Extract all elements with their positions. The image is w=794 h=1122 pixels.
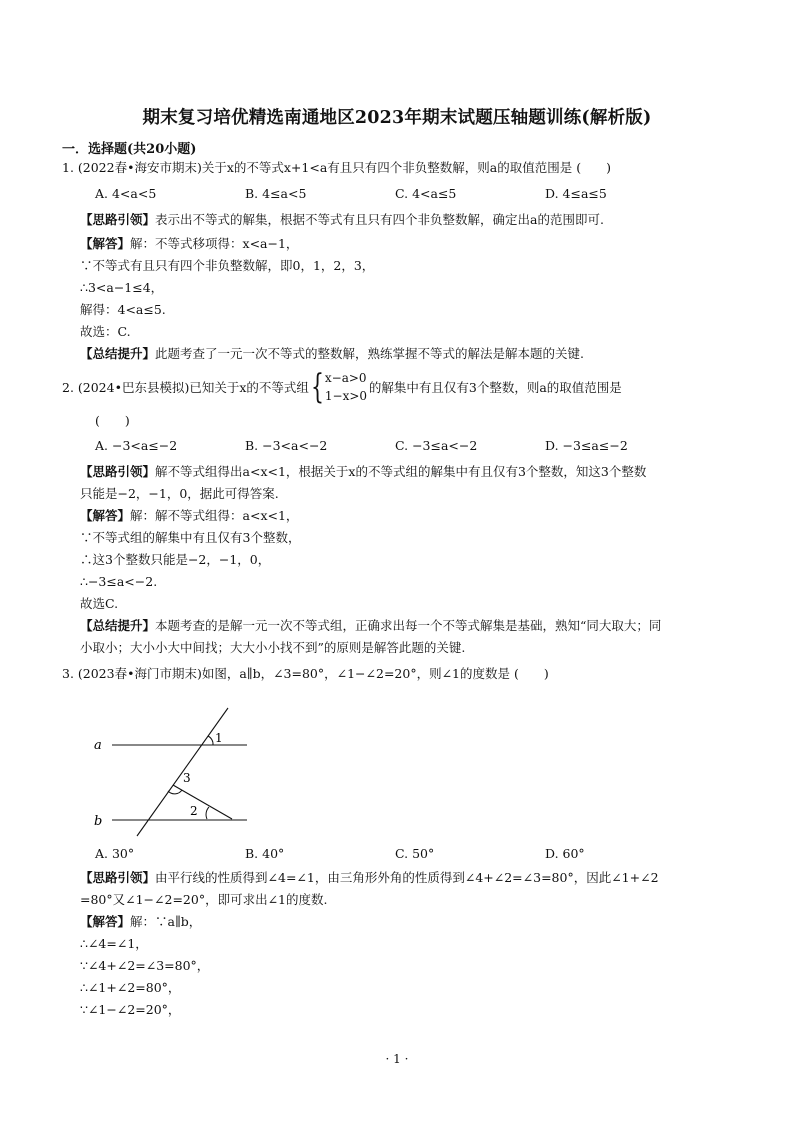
q2-answer-line: 解：解不等式组得：a<x<1， [130,508,299,523]
q3-answer-line: ∴∠4=∠1， [80,936,148,951]
q1-answer-line: 解：不等式移项得：x<a−1， [130,236,299,251]
q2-option-d: D. −3≤a≤−2 [545,438,628,453]
label-angle-1: 1 [215,731,223,745]
q3-answer [80,914,201,930]
q1-answer-line: ∴3<a−1≤4， [80,280,164,295]
q3-hint-text: 由平行线的性质得到∠4=∠1，由三角形外角的性质得到∠4+∠2=∠3=80°，因此∠1+∠2 [155,870,659,885]
q2-summary-text: 本题考查的是解一元一次不等式组，正确求出每一个不等式解集是基础，熟知“同大取大；同 [155,618,662,633]
q3-answer-line: 解：∵a∥b， [130,914,202,929]
q2-stem [62,367,622,407]
q3-option-c: C. 50° [395,846,435,861]
q2-option-a: A. −3<a≤−2 [95,438,178,453]
q1-option-d: D. 4≤a≤5 [545,186,607,201]
q3-geometry-figure [85,700,275,840]
q3-hint [80,870,659,886]
label-b: b [94,814,103,829]
q2-answer-paren: ( ) [95,413,130,428]
q2-answer-tag: 【解答】 [80,508,131,523]
q2-stem-start: 2. (2024•巴东县模拟)已知关于x的不等式组 [62,380,309,395]
q2-inequality-system [309,367,369,407]
q2-answer-line: ∴这3个整数只能是−2，−1，0， [80,552,271,567]
q3-option-a: A. 30° [95,846,135,861]
q2-answer-line: ∴−3≤a<−2. [80,574,158,589]
q3-stem: 3. (2023春•海门市期末)如图，a∥b，∠3=80°，∠1−∠2=20°，则∠1的度数是 ( ) [62,666,549,681]
q1-answer-line: 解得：4<a≤5. [80,302,166,317]
section-heading: 一．选择题(共20小题) [62,142,197,157]
q3-answer-line: ∴∠1+∠2=80°， [80,980,181,995]
label-a: a [94,738,102,753]
q2-hint-tag: 【思路引领】 [80,464,156,479]
q2-system-line-1: x−a>0 [324,371,367,385]
label-angle-3: 3 [183,771,191,785]
q1-hint [80,212,604,228]
q3-hint-tag: 【思路引领】 [80,870,156,885]
q1-option-b: B. 4≤a<5 [245,186,307,201]
angle-3-arc [168,790,182,794]
q2-stem-end: 的解集中有且仅有3个整数，则a的取值范围是 [368,380,622,395]
q2-option-c: C. −3≤a<−2 [395,438,478,453]
q2-option-b: B. −3<a<−2 [245,438,328,453]
q3-answer-line: ∵∠1−∠2=20°， [80,1002,181,1017]
q1-answer-tag: 【解答】 [80,236,131,251]
q2-system-line-2: 1−x>0 [324,389,368,403]
q2-answer-line: ∵不等式组的解集中有且仅有3个整数， [80,530,301,545]
q1-option-a: A. 4<a<5 [95,186,157,201]
q2-answer [80,508,298,524]
page-number: · 1 · [385,1052,409,1066]
q1-summary-text: 此题考查了一元一次不等式的整数解，熟练掌握不等式的解法是解本题的关键. [155,346,584,361]
q2-hint-line-2: 只能是−2，−1，0，据此可得答案. [80,486,279,501]
q2-hint-text: 解不等式组得出a<x<1，根据关于x的不等式组的解集中有且仅有3个整数，知这3个整数 [155,464,647,479]
q1-hint-tag: 【思路引领】 [80,212,156,227]
q1-answer [80,236,298,252]
q1-stem: 1. (2022春•海安市期末)关于x的不等式x+1<a有且只有四个非负整数解，则a的取值范围是 ( ) [62,160,611,175]
document-title: 期末复习培优精选南通地区2023年期末试题压轴题训练(解析版) [142,108,652,128]
q2-summary [80,618,661,634]
q1-summary-tag: 【总结提升】 [80,346,156,361]
left-brace-icon: { [310,367,324,407]
q2-hint [80,464,646,480]
q1-hint-text: 表示出不等式的解集，根据不等式有且只有四个非负整数解，确定出a的范围即可. [155,212,604,227]
q1-answer-line: 故选：C. [80,324,131,339]
angle-1-arc [208,736,213,745]
q1-option-c: C. 4<a≤5 [395,186,457,201]
q2-summary-tag: 【总结提升】 [80,618,156,633]
q1-answer-line: ∵不等式有且只有四个非负整数解，即0，1，2，3， [80,258,375,273]
q3-answer-tag: 【解答】 [80,914,131,929]
q3-answer-line: ∵∠4+∠2=∠3=80°， [80,958,210,973]
q1-summary [80,346,584,362]
q3-option-b: B. 40° [245,846,285,861]
q2-answer-line: 故选C. [80,596,119,611]
q3-option-d: D. 60° [545,846,585,861]
q2-summary-line-2: 小取小；大小小大中间找；大大小小找不到”的原则是解答此题的关键. [80,640,466,655]
angle-2-arc [206,807,209,819]
label-angle-2: 2 [190,804,198,818]
q3-hint-line-2: =80°又∠1−∠2=20°，即可求出∠1的度数. [80,892,328,907]
